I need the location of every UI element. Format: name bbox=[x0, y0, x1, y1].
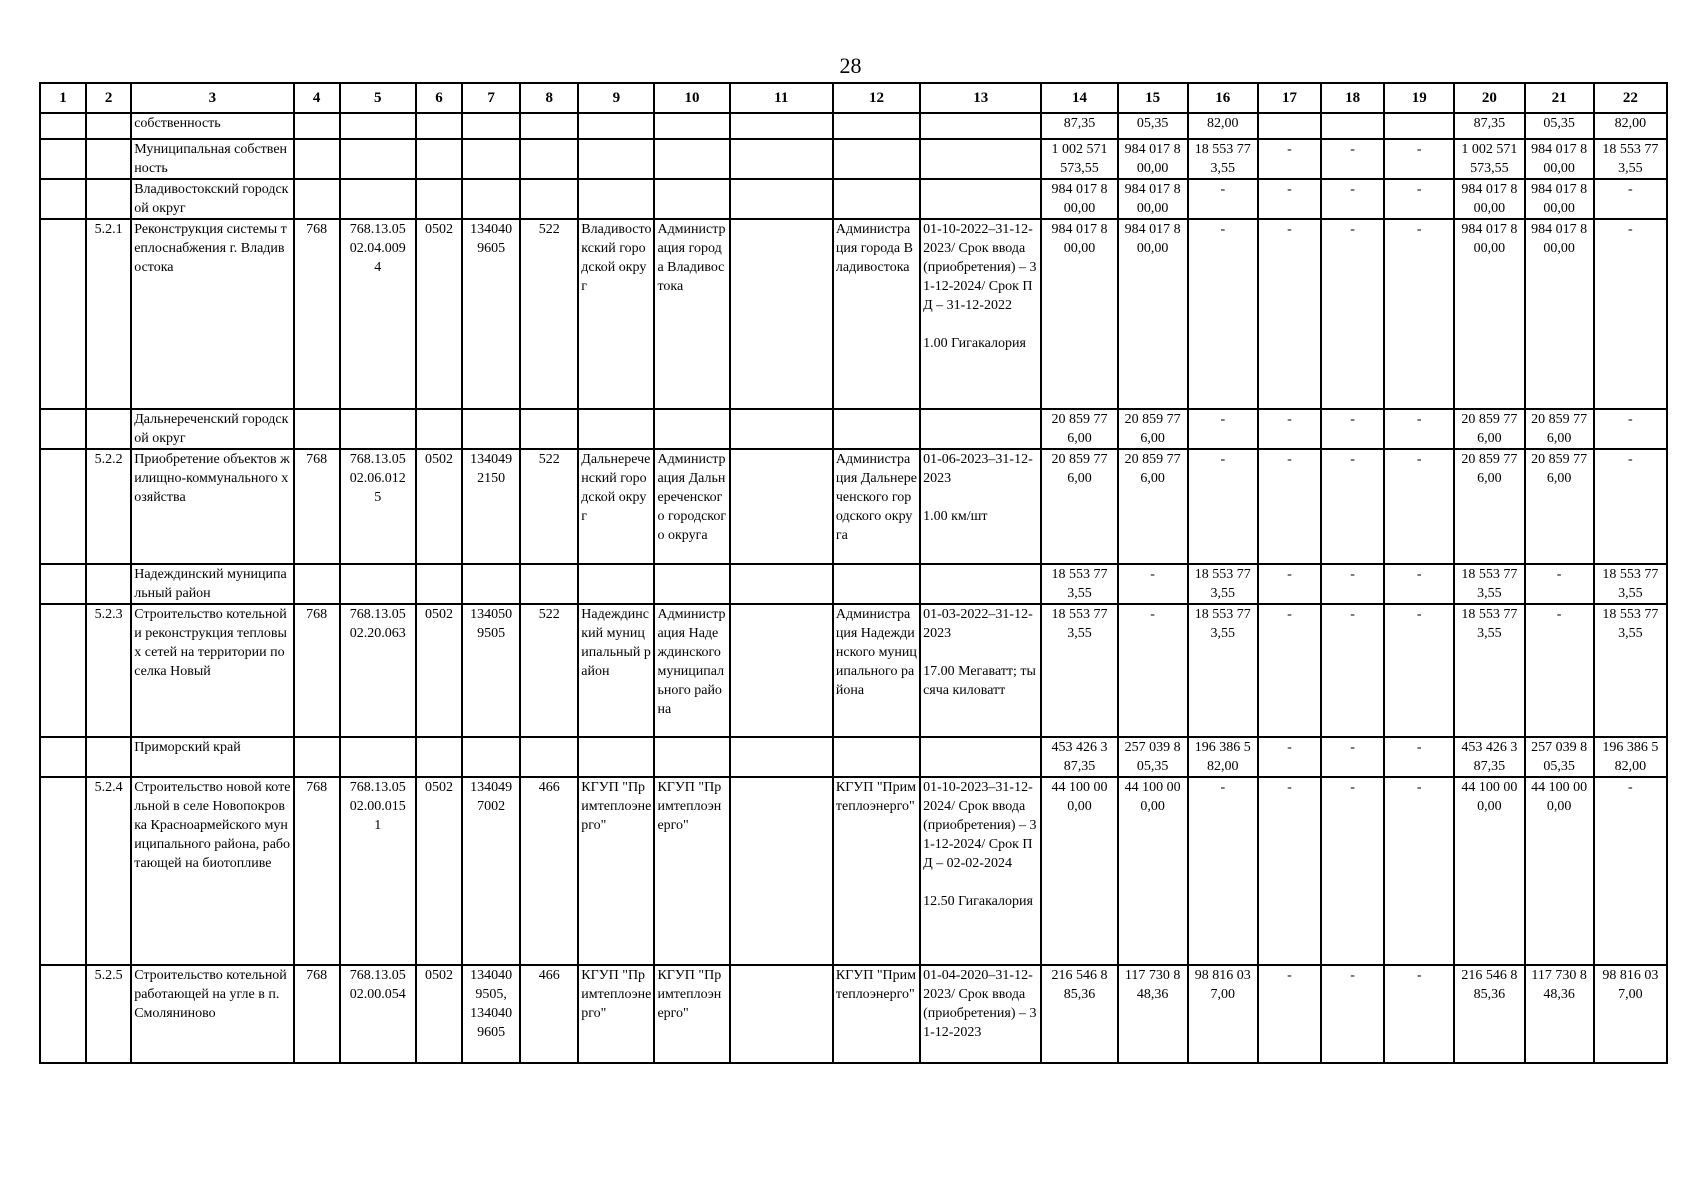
table-cell-col-5: 768.13.05 02.06.012 5 bbox=[340, 449, 416, 564]
table-cell-col-22: 82,00 bbox=[1594, 113, 1667, 139]
table-cell-col-3: Дальнереченский городской округ bbox=[131, 409, 293, 449]
table-cell-col-13 bbox=[920, 139, 1041, 179]
table-cell-col-13: 01-10-2022–31-12-2023/ Срок ввода (приобретения) – 31-12-2024/ Срок ПД – 31-12-2022 1.00 Гигакалория bbox=[920, 219, 1041, 409]
table-cell-col-21: 117 730 8 48,36 bbox=[1525, 965, 1594, 1063]
table-cell-col-18: - bbox=[1321, 139, 1384, 179]
column-header-16: 16 bbox=[1188, 83, 1258, 113]
table-cell-col-16: - bbox=[1188, 777, 1258, 965]
table-cell-col-11 bbox=[730, 777, 833, 965]
table-cell-col-9: КГУП "Примтеплоэнерго" bbox=[578, 777, 654, 965]
table-cell-col-5: 768.13.05 02.04.009 4 bbox=[340, 219, 416, 409]
table-cell-col-5: 768.13.05 02.00.015 1 bbox=[340, 777, 416, 965]
table-cell-col-1 bbox=[40, 449, 86, 564]
table-cell-col-2 bbox=[86, 113, 131, 139]
table-cell-col-8 bbox=[520, 179, 578, 219]
table-cell-col-16: - bbox=[1188, 219, 1258, 409]
table-cell-col-22: - bbox=[1594, 409, 1667, 449]
table-cell-col-15: 20 859 77 6,00 bbox=[1118, 409, 1188, 449]
column-header-6: 6 bbox=[416, 83, 462, 113]
table-cell-col-1 bbox=[40, 604, 86, 737]
table-cell-col-19: - bbox=[1384, 139, 1454, 179]
table-cell-col-3: Владивостокский городской округ bbox=[131, 179, 293, 219]
table-cell-col-3: Строительство котельной работающей на угле в п. Смоляниново bbox=[131, 965, 293, 1063]
table-cell-col-21: 44 100 00 0,00 bbox=[1525, 777, 1594, 965]
table-cell-col-4: 768 bbox=[294, 219, 340, 409]
table-cell-col-5 bbox=[340, 564, 416, 604]
table-cell-col-2: 5.2.5 bbox=[86, 965, 131, 1063]
table-cell-col-7 bbox=[462, 409, 520, 449]
table-cell-col-6: 0502 bbox=[416, 777, 462, 965]
table-body bbox=[40, 113, 1667, 1063]
table-cell-col-22: 18 553 77 3,55 bbox=[1594, 564, 1667, 604]
table-cell-col-4 bbox=[294, 139, 340, 179]
table-cell-col-6 bbox=[416, 564, 462, 604]
table-row bbox=[40, 113, 1667, 139]
table-cell-col-9 bbox=[578, 139, 654, 179]
table-cell-col-21: 20 859 77 6,00 bbox=[1525, 409, 1594, 449]
table-cell-col-11 bbox=[730, 219, 833, 409]
table-cell-col-21: 984 017 8 00,00 bbox=[1525, 179, 1594, 219]
table-cell-col-18: - bbox=[1321, 179, 1384, 219]
table-cell-col-7: 134050 9505 bbox=[462, 604, 520, 737]
table-cell-col-17: - bbox=[1258, 219, 1321, 409]
table-cell-col-17: - bbox=[1258, 564, 1321, 604]
table-cell-col-3: Реконструкция системы теплоснабжения г. Владивостока bbox=[131, 219, 293, 409]
table-cell-col-13 bbox=[920, 737, 1041, 777]
table-cell-col-17: - bbox=[1258, 449, 1321, 564]
table-cell-col-11 bbox=[730, 737, 833, 777]
table-cell-col-8: 466 bbox=[520, 965, 578, 1063]
table-cell-col-7 bbox=[462, 179, 520, 219]
table-cell-col-7: 134049 2150 bbox=[462, 449, 520, 564]
table-row bbox=[40, 179, 1667, 219]
table-cell-col-8 bbox=[520, 737, 578, 777]
table-cell-col-9 bbox=[578, 564, 654, 604]
table-cell-col-10 bbox=[654, 564, 729, 604]
table-cell-col-5 bbox=[340, 113, 416, 139]
table-cell-col-1 bbox=[40, 139, 86, 179]
table-cell-col-15: 984 017 8 00,00 bbox=[1118, 219, 1188, 409]
column-header-15: 15 bbox=[1118, 83, 1188, 113]
table-cell-col-10 bbox=[654, 409, 729, 449]
table-cell-col-4: 768 bbox=[294, 965, 340, 1063]
table-cell-col-15: 117 730 8 48,36 bbox=[1118, 965, 1188, 1063]
table-cell-col-12 bbox=[833, 179, 920, 219]
table-cell-col-10: Администрация города Владивостока bbox=[654, 219, 729, 409]
table-cell-col-17: - bbox=[1258, 139, 1321, 179]
table-cell-col-7: 134040 9605 bbox=[462, 219, 520, 409]
table-cell-col-8 bbox=[520, 139, 578, 179]
table-cell-col-15: - bbox=[1118, 564, 1188, 604]
table-cell-col-13 bbox=[920, 113, 1041, 139]
table-cell-col-17: - bbox=[1258, 604, 1321, 737]
table-cell-col-16: - bbox=[1188, 409, 1258, 449]
table-cell-col-4 bbox=[294, 179, 340, 219]
table-cell-col-18: - bbox=[1321, 777, 1384, 965]
table-cell-col-6: 0502 bbox=[416, 604, 462, 737]
table-cell-col-18: - bbox=[1321, 564, 1384, 604]
table-cell-col-9 bbox=[578, 409, 654, 449]
table-cell-col-5 bbox=[340, 139, 416, 179]
table-cell-col-5 bbox=[340, 179, 416, 219]
page-number: 28 bbox=[839, 53, 862, 78]
table-cell-col-9 bbox=[578, 113, 654, 139]
table-cell-col-13 bbox=[920, 564, 1041, 604]
table-cell-col-14: 44 100 00 0,00 bbox=[1041, 777, 1117, 965]
table-cell-col-22: 18 553 77 3,55 bbox=[1594, 139, 1667, 179]
table-cell-col-6: 0502 bbox=[416, 219, 462, 409]
table-cell-col-7 bbox=[462, 737, 520, 777]
table-cell-col-12: КГУП "Примтеплоэнерго" bbox=[833, 777, 920, 965]
table-cell-col-9: КГУП "Примтеплоэнерго" bbox=[578, 965, 654, 1063]
column-header-9: 9 bbox=[578, 83, 654, 113]
column-header-10: 10 bbox=[654, 83, 729, 113]
table-cell-col-12: Администрация города Владивостока bbox=[833, 219, 920, 409]
table-cell-col-1 bbox=[40, 113, 86, 139]
table-cell-col-1 bbox=[40, 777, 86, 965]
table-cell-col-19: - bbox=[1384, 737, 1454, 777]
table-cell-col-21: - bbox=[1525, 604, 1594, 737]
table-cell-col-19: - bbox=[1384, 409, 1454, 449]
table-cell-col-20: 20 859 77 6,00 bbox=[1454, 409, 1524, 449]
table-cell-col-17: - bbox=[1258, 179, 1321, 219]
table-cell-col-10 bbox=[654, 737, 729, 777]
table-cell-col-10: Администрация Надеждинского муниципального района bbox=[654, 604, 729, 737]
table-row bbox=[40, 604, 1667, 737]
table-cell-col-22: 98 816 03 7,00 bbox=[1594, 965, 1667, 1063]
table-cell-col-14: 984 017 8 00,00 bbox=[1041, 179, 1117, 219]
table-cell-col-19: - bbox=[1384, 604, 1454, 737]
table-cell-col-4: 768 bbox=[294, 449, 340, 564]
table-cell-col-1 bbox=[40, 737, 86, 777]
table-cell-col-13: 01-04-2020–31-12-2023/ Срок ввода (приобретения) – 31-12-2023 bbox=[920, 965, 1041, 1063]
table-cell-col-13: 01-10-2023–31-12-2024/ Срок ввода (приобретения) – 31-12-2024/ Срок ПД – 02-02-2024 12.50 Гигакалория bbox=[920, 777, 1041, 965]
table-cell-col-3: Строительство новой котельной в селе Новопокровка Красноармейского муниципального района, работающей на биотопливе bbox=[131, 777, 293, 965]
table-cell-col-14: 216 546 8 85,36 bbox=[1041, 965, 1117, 1063]
table-cell-col-6 bbox=[416, 139, 462, 179]
table-cell-col-16: - bbox=[1188, 449, 1258, 564]
table-cell-col-11 bbox=[730, 965, 833, 1063]
budget-table bbox=[39, 82, 1668, 1064]
table-cell-col-18: - bbox=[1321, 219, 1384, 409]
table-cell-col-8 bbox=[520, 113, 578, 139]
column-header-7: 7 bbox=[462, 83, 520, 113]
table-cell-col-14: 18 553 77 3,55 bbox=[1041, 604, 1117, 737]
table-cell-col-4: 768 bbox=[294, 777, 340, 965]
table-cell-col-6 bbox=[416, 737, 462, 777]
table-cell-col-11 bbox=[730, 113, 833, 139]
table-cell-col-3: Надеждинский муниципальный район bbox=[131, 564, 293, 604]
table-cell-col-6 bbox=[416, 113, 462, 139]
table-cell-col-14: 87,35 bbox=[1041, 113, 1117, 139]
table-cell-col-16: 18 553 77 3,55 bbox=[1188, 564, 1258, 604]
table-cell-col-19: - bbox=[1384, 179, 1454, 219]
table-cell-col-10: Администрация Дальнереченского городского округа bbox=[654, 449, 729, 564]
table-cell-col-19: - bbox=[1384, 965, 1454, 1063]
table-cell-col-20: 20 859 77 6,00 bbox=[1454, 449, 1524, 564]
table-cell-col-12: Администрация Дальнереченского городского округа bbox=[833, 449, 920, 564]
table-cell-col-18: - bbox=[1321, 965, 1384, 1063]
table-cell-col-6: 0502 bbox=[416, 965, 462, 1063]
table-cell-col-17: - bbox=[1258, 777, 1321, 965]
table-cell-col-10: КГУП "Примтеплоэнерго" bbox=[654, 965, 729, 1063]
table-cell-col-21: - bbox=[1525, 564, 1594, 604]
column-header-4: 4 bbox=[294, 83, 340, 113]
table-cell-col-22: - bbox=[1594, 777, 1667, 965]
table-row bbox=[40, 564, 1667, 604]
table-cell-col-11 bbox=[730, 449, 833, 564]
table-cell-col-7 bbox=[462, 113, 520, 139]
column-header-20: 20 bbox=[1454, 83, 1524, 113]
table-cell-col-6 bbox=[416, 409, 462, 449]
table-cell-col-18: - bbox=[1321, 604, 1384, 737]
table-cell-col-8: 466 bbox=[520, 777, 578, 965]
table-cell-col-16: 18 553 77 3,55 bbox=[1188, 139, 1258, 179]
table-cell-col-4 bbox=[294, 113, 340, 139]
table-cell-col-1 bbox=[40, 965, 86, 1063]
table-cell-col-4 bbox=[294, 409, 340, 449]
table-cell-col-8: 522 bbox=[520, 449, 578, 564]
column-header-21: 21 bbox=[1525, 83, 1594, 113]
table-cell-col-17: - bbox=[1258, 409, 1321, 449]
table-cell-col-3: собственность bbox=[131, 113, 293, 139]
table-cell-col-22: - bbox=[1594, 179, 1667, 219]
table-cell-col-15: 20 859 77 6,00 bbox=[1118, 449, 1188, 564]
table-cell-col-20: 44 100 00 0,00 bbox=[1454, 777, 1524, 965]
column-header-18: 18 bbox=[1321, 83, 1384, 113]
table-cell-col-16: 82,00 bbox=[1188, 113, 1258, 139]
table-cell-col-2 bbox=[86, 409, 131, 449]
table-cell-col-19: - bbox=[1384, 777, 1454, 965]
table-cell-col-9: Дальнереченский городской округ bbox=[578, 449, 654, 564]
table-cell-col-3: Муниципальная собственность bbox=[131, 139, 293, 179]
table-cell-col-1 bbox=[40, 179, 86, 219]
table-cell-col-20: 87,35 bbox=[1454, 113, 1524, 139]
table-cell-col-4: 768 bbox=[294, 604, 340, 737]
table-cell-col-8: 522 bbox=[520, 219, 578, 409]
table-cell-col-3: Строительство котельной и реконструкция тепловых сетей на территории поселка Новый bbox=[131, 604, 293, 737]
table-cell-col-14: 453 426 3 87,35 bbox=[1041, 737, 1117, 777]
table-cell-col-22: - bbox=[1594, 219, 1667, 409]
column-header-5: 5 bbox=[340, 83, 416, 113]
table-cell-col-7: 134040 9505, 134040 9605 bbox=[462, 965, 520, 1063]
table-cell-col-7 bbox=[462, 564, 520, 604]
table-cell-col-20: 18 553 77 3,55 bbox=[1454, 564, 1524, 604]
table-cell-col-11 bbox=[730, 139, 833, 179]
table-cell-col-2: 5.2.4 bbox=[86, 777, 131, 965]
table-cell-col-10 bbox=[654, 179, 729, 219]
table-row bbox=[40, 449, 1667, 564]
table-row bbox=[40, 737, 1667, 777]
table-cell-col-2 bbox=[86, 179, 131, 219]
table-cell-col-15: 984 017 8 00,00 bbox=[1118, 139, 1188, 179]
table-cell-col-5: 768.13.05 02.00.054 bbox=[340, 965, 416, 1063]
table-cell-col-13: 01-06-2023–31-12-2023 1.00 км/шт bbox=[920, 449, 1041, 564]
table-cell-col-17: - bbox=[1258, 965, 1321, 1063]
table-row bbox=[40, 409, 1667, 449]
table-cell-col-4 bbox=[294, 564, 340, 604]
table-cell-col-12 bbox=[833, 113, 920, 139]
table-cell-col-11 bbox=[730, 179, 833, 219]
table-cell-col-19 bbox=[1384, 113, 1454, 139]
table-cell-col-9 bbox=[578, 737, 654, 777]
table-cell-col-3: Приобретение объектов жилищно-коммунального хозяйства bbox=[131, 449, 293, 564]
column-header-3: 3 bbox=[131, 83, 293, 113]
table-cell-col-2 bbox=[86, 564, 131, 604]
table-cell-col-5: 768.13.05 02.20.063 bbox=[340, 604, 416, 737]
table-cell-col-2: 5.2.2 bbox=[86, 449, 131, 564]
table-cell-col-20: 1 002 571 573,55 bbox=[1454, 139, 1524, 179]
column-header-14: 14 bbox=[1041, 83, 1117, 113]
table-cell-col-12 bbox=[833, 564, 920, 604]
table-cell-col-14: 20 859 77 6,00 bbox=[1041, 449, 1117, 564]
table-cell-col-15: 257 039 8 05,35 bbox=[1118, 737, 1188, 777]
table-cell-col-9 bbox=[578, 179, 654, 219]
column-header-19: 19 bbox=[1384, 83, 1454, 113]
table-cell-col-9: Надеждинский муниципальный район bbox=[578, 604, 654, 737]
table-cell-col-16: - bbox=[1188, 179, 1258, 219]
table-cell-col-8: 522 bbox=[520, 604, 578, 737]
table-cell-col-17: - bbox=[1258, 737, 1321, 777]
table-cell-col-12: КГУП "Примтеплоэнерго" bbox=[833, 965, 920, 1063]
table-cell-col-16: 18 553 77 3,55 bbox=[1188, 604, 1258, 737]
table-cell-col-6: 0502 bbox=[416, 449, 462, 564]
table-cell-col-8 bbox=[520, 409, 578, 449]
table-cell-col-19: - bbox=[1384, 564, 1454, 604]
column-header-22: 22 bbox=[1594, 83, 1667, 113]
table-cell-col-21: 984 017 8 00,00 bbox=[1525, 219, 1594, 409]
table-cell-col-12: Администрация Надеждинского муниципального района bbox=[833, 604, 920, 737]
table-cell-col-20: 18 553 77 3,55 bbox=[1454, 604, 1524, 737]
table-cell-col-21: 20 859 77 6,00 bbox=[1525, 449, 1594, 564]
column-header-11: 11 bbox=[730, 83, 833, 113]
table-cell-col-20: 453 426 3 87,35 bbox=[1454, 737, 1524, 777]
table-cell-col-1 bbox=[40, 409, 86, 449]
table-row bbox=[40, 965, 1667, 1063]
table-cell-col-7: 134049 7002 bbox=[462, 777, 520, 965]
table-cell-col-11 bbox=[730, 604, 833, 737]
table-cell-col-12 bbox=[833, 139, 920, 179]
table-cell-col-22: 18 553 77 3,55 bbox=[1594, 604, 1667, 737]
table-cell-col-11 bbox=[730, 409, 833, 449]
table-cell-col-10 bbox=[654, 113, 729, 139]
column-header-17: 17 bbox=[1258, 83, 1321, 113]
table-cell-col-14: 20 859 77 6,00 bbox=[1041, 409, 1117, 449]
table-cell-col-20: 216 546 8 85,36 bbox=[1454, 965, 1524, 1063]
table-cell-col-22: - bbox=[1594, 449, 1667, 564]
table-cell-col-18 bbox=[1321, 113, 1384, 139]
table-cell-col-1 bbox=[40, 564, 86, 604]
table-cell-col-13: 01-03-2022–31-12-2023 17.00 Мегаватт; тысяча киловатт bbox=[920, 604, 1041, 737]
column-header-2: 2 bbox=[86, 83, 131, 113]
table-cell-col-15: - bbox=[1118, 604, 1188, 737]
table-cell-col-10 bbox=[654, 139, 729, 179]
table-cell-col-22: 196 386 5 82,00 bbox=[1594, 737, 1667, 777]
table-cell-col-13 bbox=[920, 409, 1041, 449]
table-cell-col-8 bbox=[520, 564, 578, 604]
table-cell-col-14: 984 017 8 00,00 bbox=[1041, 219, 1117, 409]
table-cell-col-1 bbox=[40, 219, 86, 409]
table-cell-col-17 bbox=[1258, 113, 1321, 139]
table-row bbox=[40, 219, 1667, 409]
table-cell-col-2: 5.2.1 bbox=[86, 219, 131, 409]
table-cell-col-18: - bbox=[1321, 449, 1384, 564]
table-cell-col-16: 196 386 5 82,00 bbox=[1188, 737, 1258, 777]
table-cell-col-20: 984 017 8 00,00 bbox=[1454, 219, 1524, 409]
column-header-8: 8 bbox=[520, 83, 578, 113]
table-cell-col-7 bbox=[462, 139, 520, 179]
table-cell-col-5 bbox=[340, 737, 416, 777]
table-cell-col-4 bbox=[294, 737, 340, 777]
table-cell-col-21: 257 039 8 05,35 bbox=[1525, 737, 1594, 777]
table-cell-col-2 bbox=[86, 139, 131, 179]
table-cell-col-10: КГУП "Примтеплоэнерго" bbox=[654, 777, 729, 965]
table-cell-col-20: 984 017 8 00,00 bbox=[1454, 179, 1524, 219]
column-header-13: 13 bbox=[920, 83, 1041, 113]
table-cell-col-18: - bbox=[1321, 409, 1384, 449]
table-cell-col-5 bbox=[340, 409, 416, 449]
table-cell-col-19: - bbox=[1384, 449, 1454, 564]
table-cell-col-21: 05,35 bbox=[1525, 113, 1594, 139]
header-row bbox=[40, 83, 1667, 113]
table-row bbox=[40, 139, 1667, 179]
table-cell-col-6 bbox=[416, 179, 462, 219]
table-cell-col-14: 18 553 77 3,55 bbox=[1041, 564, 1117, 604]
table-cell-col-15: 05,35 bbox=[1118, 113, 1188, 139]
table-cell-col-2: 5.2.3 bbox=[86, 604, 131, 737]
table-cell-col-15: 984 017 8 00,00 bbox=[1118, 179, 1188, 219]
table-cell-col-16: 98 816 03 7,00 bbox=[1188, 965, 1258, 1063]
table-cell-col-14: 1 002 571 573,55 bbox=[1041, 139, 1117, 179]
table-cell-col-9: Владивостокский городской округ bbox=[578, 219, 654, 409]
table-cell-col-12 bbox=[833, 737, 920, 777]
table-cell-col-12 bbox=[833, 409, 920, 449]
table-cell-col-19: - bbox=[1384, 219, 1454, 409]
table-cell-col-21: 984 017 8 00,00 bbox=[1525, 139, 1594, 179]
column-header-12: 12 bbox=[833, 83, 920, 113]
table-cell-col-13 bbox=[920, 179, 1041, 219]
table-cell-col-2 bbox=[86, 737, 131, 777]
table-cell-col-18: - bbox=[1321, 737, 1384, 777]
table-cell-col-11 bbox=[730, 564, 833, 604]
table-cell-col-15: 44 100 00 0,00 bbox=[1118, 777, 1188, 965]
table-cell-col-3: Приморский край bbox=[131, 737, 293, 777]
column-header-1: 1 bbox=[40, 83, 86, 113]
table-row bbox=[40, 777, 1667, 965]
